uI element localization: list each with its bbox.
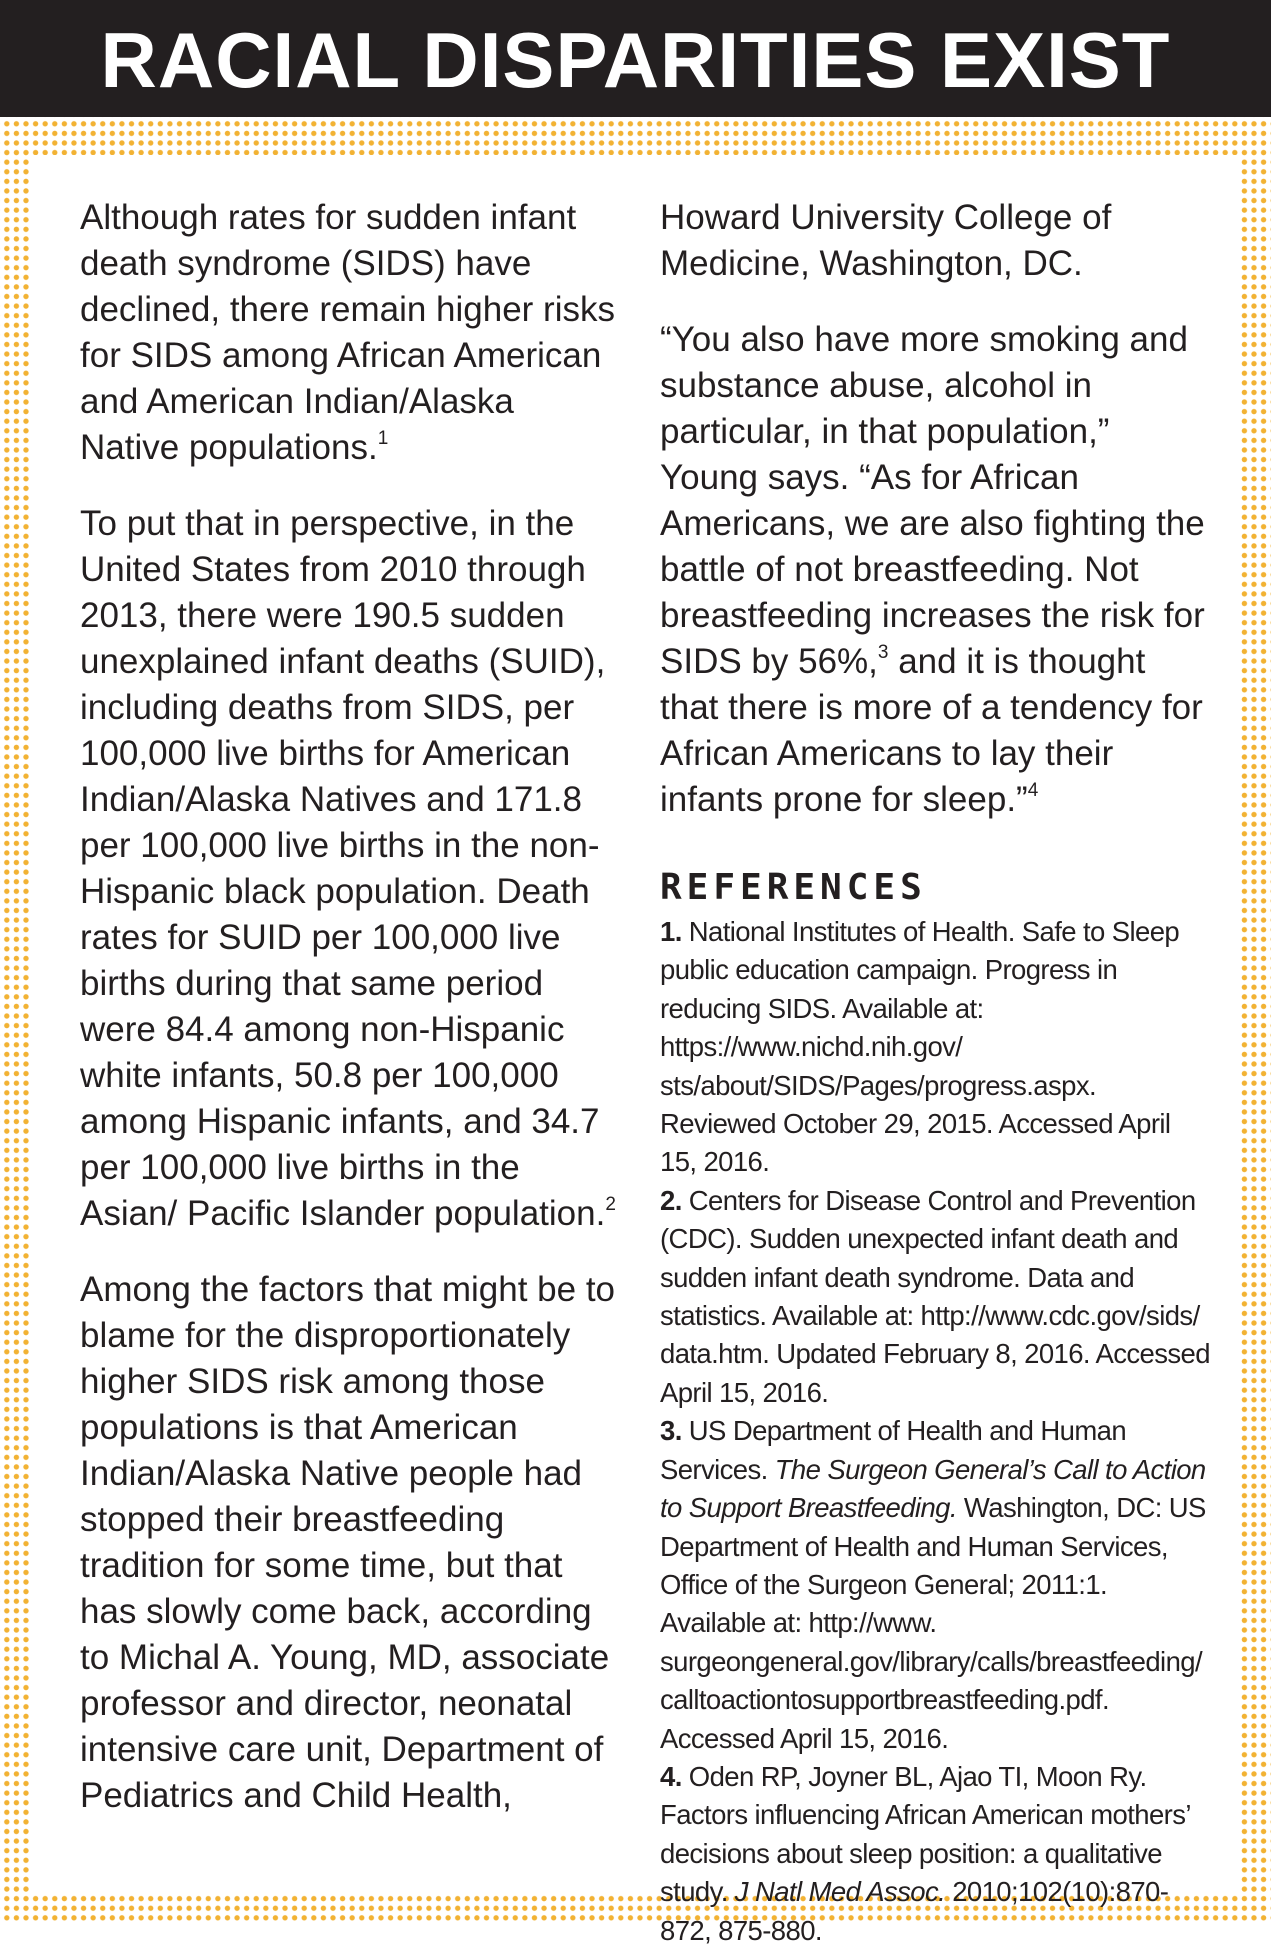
paragraph-quote: “You also have more smoking and substance abuse, alcohol in particular, in that population,” Young says. “As for African Americans, we are also fighting the battle of not breastfeeding. Not breastfeeding increases the risk for SIDS by 56%,$^3$ and it is thought that there is more of a tendency for African Americans to lay their infants prone for sleep.”$^4$: [660, 320, 1205, 819]
reference-item: 3. US Department of Health and Human Services. The Surgeon General’s Call to Action to Support Breastfeeding. Washington, DC: US Department of Health and Human Services, Office of the Surgeon General; 2011:1. Available at: http://www. surgeongeneral.gov/library/calls/breastfeeding/ calltoactiontosupportbreastfeeding.pdf. Accessed April 15, 2016.: [660, 1415, 1206, 1754]
right-column: [660, 195, 1210, 1950]
header-banner: [0, 0, 1271, 117]
reference-item: 1. National Institutes of Health. Safe to Sleep public education campaign. Progress in reducing SIDS. Available at: https://www.nichd.nih.gov/ sts/about/SIDS/Pages/progress.aspx. Reviewed October 29, 2015. Accessed April 15, 2016.: [660, 916, 1180, 1178]
page-title: RACIAL DISPARITIES EXIST: [100, 15, 1171, 104]
footnote-marker: 2: [605, 1194, 616, 1216]
paragraph-factors: Among the factors that might be to blame for the disproportionately higher SIDS risk among those populations is that American Indian/Alaska Native people had stopped their breastfeeding tradition for some time, but that has slowly come back, according to Michal A. Young, MD, associate professor and director, neonatal intensive care unit, Department of Pediatrics and Child Health,: [80, 1270, 616, 1815]
references-list: [660, 913, 1210, 1950]
paragraph-intro: Although rates for sudden infant death syndrome (SIDS) have declined, there remain higher risks for SIDS among African American and American Indian/Alaska Native populations.$^1$: [80, 198, 615, 467]
paragraph-statistics: To put that in perspective, in the United States from 2010 through 2013, there were 190.5 sudden unexplained infant deaths (SUID), including deaths from SIDS, per 100,000 live births for American Indian/Alaska Natives and 171.8 per 100,000 live births in the non-Hispanic black population. Death rates for SUID per 100,000 live births during that same period were 84.4 among non-Hispanic white infants, 50.8 per 100,000 among Hispanic infants, and 34.7 per 100,000 live births in the Asian/ Pacific Islander population.$^2$: [80, 504, 616, 1233]
paragraph-affiliation: Howard University College of Medicine, Washington, DC.: [660, 198, 1112, 283]
footnote-marker: 1: [377, 428, 389, 450]
footnote-marker: 3: [877, 642, 889, 664]
reference-item: 2. Centers for Disease Control and Prevention (CDC). Sudden unexpected infant death and sudden infant death syndrome. Data and statistics. Available at: http://www.cdc.gov/sids/ data.htm. Updated February 8, 2016. Accessed April 15, 2016.: [660, 1184, 1210, 1408]
left-column: [80, 195, 620, 1849]
reference-item: 4. Oden RP, Joyner BL, Ajao TI, Moon Ry. Factors influencing African American mothers’ decisions about sleep position: a qualitative study. J Natl Med Assoc. 2010;102(10):870-872, 875-880.: [660, 1760, 1190, 1946]
references-heading: REFERENCES: [660, 867, 927, 908]
footnote-marker: 4: [1027, 780, 1039, 802]
